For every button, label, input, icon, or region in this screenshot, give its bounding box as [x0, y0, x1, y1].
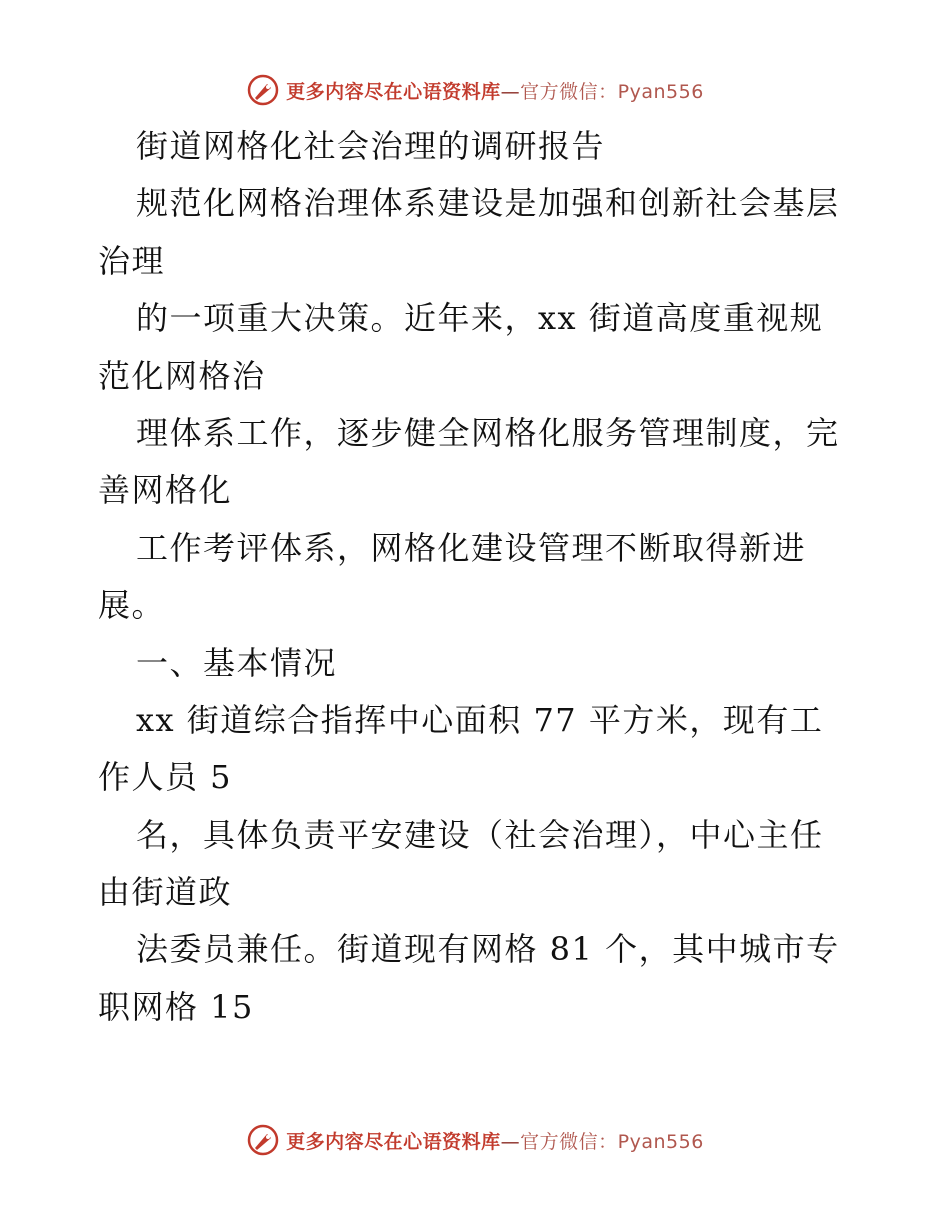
footer-watermark — [0, 1120, 950, 1160]
text-line: 理体系工作，逐步健全网格化服务管理制度，完 — [136, 413, 840, 452]
text-line: 由街道政 — [98, 873, 233, 912]
pen-nib-logo-icon — [246, 1123, 280, 1157]
text-line: 职网格 15 — [98, 987, 254, 1026]
text-line: 作人员 5 — [98, 758, 233, 797]
text-line: 的一项重大决策。近年来，xx 街道高度重视规 — [136, 299, 824, 338]
section-heading: 一、基本情况 — [136, 643, 338, 682]
document-title: 街道网格化社会治理的调研报告 — [136, 127, 606, 165]
header-watermark — [0, 70, 950, 110]
pen-nib-logo-icon — [246, 73, 280, 107]
text-line: 规范化网格治理体系建设是加强和创新社会基层 — [136, 184, 840, 223]
text-line: 范化网格治 — [98, 356, 266, 395]
text-line: xx 街道综合指挥中心面积 77 平方米，现有工 — [136, 700, 824, 739]
text-line: 工作考评体系，网格化建设管理不断取得新进 — [136, 528, 807, 567]
watermark-dash: — — [500, 80, 521, 103]
watermark-wechat: 官方微信：Pyan556 — [520, 80, 704, 103]
text-line: 善网格化 — [98, 471, 233, 510]
text-line: 治理 — [98, 241, 166, 280]
text-line: 名，具体负责平安建设（社会治理），中心主任 — [136, 815, 824, 854]
watermark-brand: 更多内容尽在心语资料库 — [286, 1130, 501, 1153]
document-body — [98, 118, 858, 1036]
watermark-wechat: 官方微信：Pyan556 — [520, 1130, 704, 1153]
watermark-brand: 更多内容尽在心语资料库 — [286, 80, 501, 103]
text-line: 展。 — [98, 586, 166, 625]
text-line: 法委员兼任。街道现有网格 81 个，其中城市专 — [136, 930, 840, 969]
watermark-dash: — — [500, 1130, 521, 1153]
